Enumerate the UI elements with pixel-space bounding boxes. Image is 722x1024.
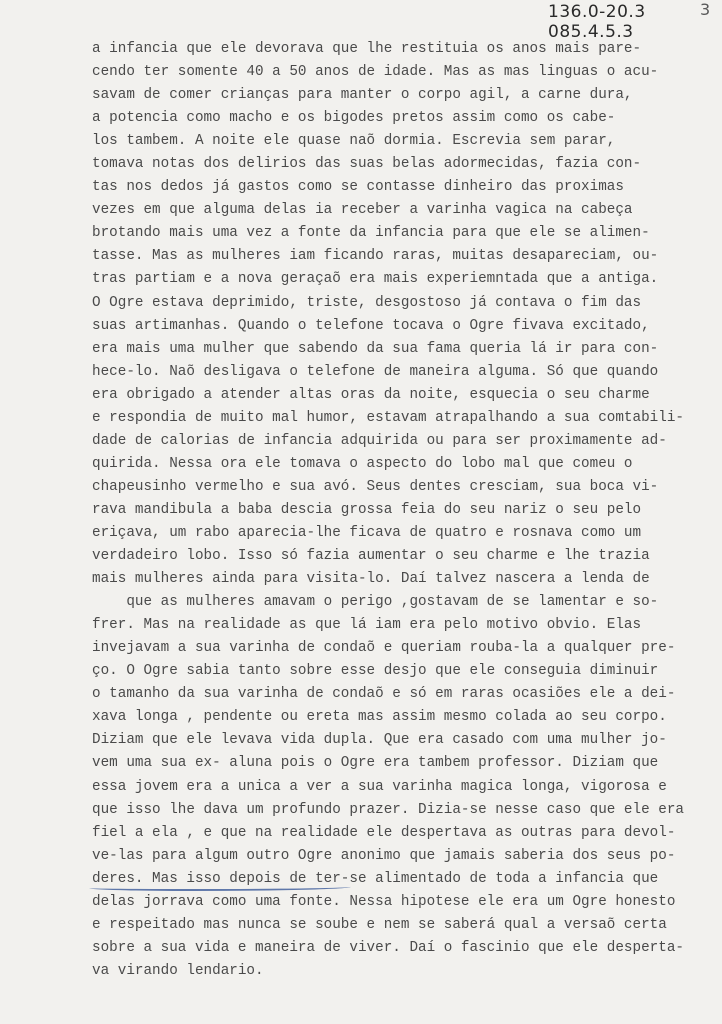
archive-codes <box>548 2 698 42</box>
text-line: o tamanho da sua varinha de condaõ e só em raras ocasiões ele a dei- <box>92 686 676 703</box>
text-line: e respondia de muito mal humor, estavam atrapalhando a sua comtabili- <box>92 409 684 426</box>
text-line: invejavam a sua varinha de condaõ e queriam rouba-la a qualquer pre- <box>92 640 676 657</box>
text-line: vezes em que alguma delas ia receber a varinha vagica na cabeça <box>92 202 633 219</box>
text-line: xava longa , pendente ou ereta mas assim mesmo colada ao seu corpo. <box>92 709 667 726</box>
typed-text-body <box>92 38 712 983</box>
text-line: Diziam que ele levava vida dupla. Que era casado com uma mulher jo- <box>92 732 667 749</box>
text-line: a potencia como macho e os bigodes pretos assim como os cabe- <box>92 110 616 127</box>
text-line: tras partiam e a nova geraçaõ era mais experiemntada que a antiga. <box>92 271 659 288</box>
text-line: va virando lendario. <box>92 962 264 979</box>
text-line: a infancia que ele devorava que lhe restituia os anos mais pare- <box>92 41 642 57</box>
text-line: quirida. Nessa ora ele tomava o aspecto do lobo mal que comeu o <box>92 455 633 472</box>
text-line: tomava notas dos delirios das suas belas adormecidas, fazia con- <box>92 156 642 173</box>
text-line: frer. Mas na realidade as que lá iam era pelo motivo obvio. Elas <box>92 617 642 634</box>
text-line: que as mulheres amavam o perigo ,gostavam de se lamentar e so- <box>92 594 659 611</box>
text-line: brotando mais uma vez a fonte da infancia para que ele se alimen- <box>92 225 650 242</box>
text-line: delas jorrava como uma fonte. Nessa hipotese ele era um Ogre honesto <box>92 893 676 910</box>
text-line: era mais uma mulher que sabendo da sua fama queria lá ir para con- <box>92 340 659 357</box>
archive-code-secondary: 085.4.5.3 <box>548 22 634 42</box>
text-line: era obrigado a atender altas oras da noite, esquecia o seu charme <box>92 386 650 403</box>
text-line: sobre a sua vida e maneira de viver. Daí o fascinio que ele desperta- <box>92 939 684 956</box>
text-line: deres. Mas isso depois de ter-se alimentado de toda a infancia que <box>92 870 659 887</box>
text-line: hece-lo. Naõ desligava o telefone de maneira alguma. Só que quando <box>92 363 659 380</box>
text-line: rava mandibula a baba descia grossa feia do seu nariz o seu pelo <box>92 501 642 518</box>
text-line: essa jovem era a unica a ver a sua varinha magica longa, vigorosa e <box>92 778 667 795</box>
text-line: los tambem. A noite ele quase naõ dormia. Escrevia sem parar, <box>92 133 616 150</box>
text-line: eriçava, um rabo aparecia-lhe ficava de quatro e rosnava como um <box>92 524 642 541</box>
text-line: vem uma sua ex- aluna pois o Ogre era tambem professor. Diziam que <box>92 755 659 772</box>
text-line: savam de comer crianças para manter o corpo agil, a carne dura, <box>92 87 633 104</box>
text-line: O Ogre estava deprimido, triste, desgostoso já contava o fim das <box>92 294 642 311</box>
text-line: suas artimanhas. Quando o telefone tocava o Ogre fivava excitado, <box>92 317 650 334</box>
text-line: dade de calorias de infancia adquirida ou para ser proximamente ad- <box>92 432 667 449</box>
text-line: tas nos dedos já gastos como se contasse dinheiro das proximas <box>92 179 624 196</box>
text-line: tasse. Mas as mulheres iam ficando raras, muitas desapareciam, ou- <box>92 248 659 265</box>
text-line: fiel a ela , e que na realidade ele despertava as outras para devol- <box>92 824 676 841</box>
text-line: verdadeiro lobo. Isso só fazia aumentar o seu charme e lhe trazia <box>92 548 650 565</box>
text-line: que isso lhe dava um profundo prazer. Dizia-se nesse caso que ele era <box>92 801 684 818</box>
page-number: 3 <box>700 0 711 19</box>
text-line: ço. O Ogre sabia tanto sobre esse desjo que ele conseguia diminuir <box>92 663 659 680</box>
text-line: chapeusinho vermelho e sua avó. Seus dentes cresciam, sua boca vi- <box>92 478 659 495</box>
archive-code-primary: 136.0-20.3 <box>548 2 646 22</box>
text-line: e respeitado mas nunca se soube e nem se saberá qual a versaõ certa <box>92 916 667 933</box>
text-line: ve-las para algum outro Ogre anonimo que jamais saberia dos seus po- <box>92 847 676 864</box>
text-line: cendo ter somente 40 a 50 anos de idade. Mas as mas linguas o acu- <box>92 64 659 81</box>
text-line: mais mulheres ainda para visita-lo. Daí talvez nascera a lenda de <box>92 571 650 588</box>
